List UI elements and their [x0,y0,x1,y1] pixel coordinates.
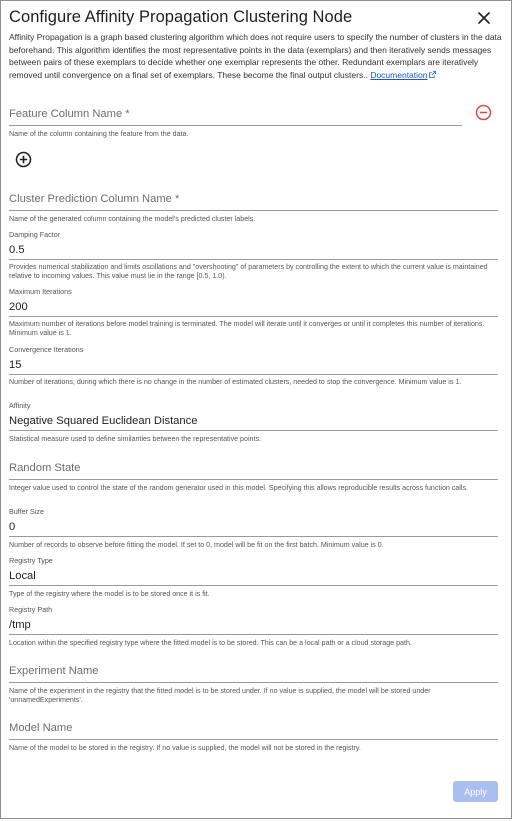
cluster-column-underline [9,210,498,211]
registry-path-help: Location within the specified registry type where the fitted model is to be stored. This can be a local path or a cloud storage path. [9,639,412,647]
registry-type-help: Type of the registry where the model is to be stored once it is fit. [9,590,210,598]
damping-factor-value: 0.5 [9,244,25,256]
remove-circle-icon [475,104,492,121]
max-iterations-label: Maximum Iterations [9,287,72,296]
convergence-iterations-value: 15 [9,359,22,371]
dialog-title: Configure Affinity Propagation Clustering Node [9,8,353,26]
documentation-link[interactable]: Documentation [370,69,428,80]
experiment-name-input[interactable] [9,665,498,683]
description-text: Affinity Propagation is a graph based clustering algorithm which does not require users to specify the number of clusters in the data beforehand. This algorithm identifies the most representative points in the data (exemplars) and then iteratively sends messages between pairs of these exemplars to decide whether one exemplar represents the other. Redundant exemplars are iteratively removed until convergence on a final set of exemplars. These become the final output clusters.. [9,32,502,80]
convergence-iterations-help: Number of iterations, during which there is no change in the number of estimated clusters, needed to stop the convergence. Minimum value is 1. [9,378,462,386]
close-icon [478,12,490,24]
buffer-size-label: Buffer Size [9,507,45,516]
buffer-size-help: Number of records to observe before fitting the model. If set to 0, model will be fit on the first batch. Minimum value is 0. [9,541,384,549]
experiment-name-underline [9,682,498,683]
external-link-icon [429,71,436,78]
remove-feature-button[interactable] [475,104,492,121]
random-state-help: Integer value used to control the state of the random generator used in this model. Specifying this allows reproducible results across function calls. [9,484,468,492]
model-name-input[interactable] [9,722,498,740]
affinity-label: Affinity [9,401,31,410]
registry-type-value: Local [9,570,36,582]
random-state-label: Random State [9,462,81,474]
affinity-select[interactable] [9,401,498,431]
model-name-help: Name of the model to be stored in the registry. If no value is supplied, the model will not be stored in the registry. [9,744,361,752]
buffer-size-input[interactable] [9,507,498,537]
close-button[interactable] [473,7,495,29]
convergence-iterations-underline [9,374,498,375]
convergence-iterations-input[interactable] [9,345,498,375]
affinity-underline [9,430,498,431]
registry-path-label: Registry Path [9,605,53,614]
cluster-column-label: Cluster Prediction Column Name * [9,193,180,205]
model-name-underline [9,739,498,740]
random-state-input[interactable] [9,462,498,480]
damping-factor-label: Damping Factor [9,230,61,239]
max-iterations-help: Maximum number of iterations before model training is terminated. The model will iterate until it converges or until it completes this number of iterations. Minimum value is 1. [9,320,485,337]
damping-factor-help: Provides numerical stabilization and limits oscillations and "overshooting" of parameters by controlling the extent to which the current value is maintained relative to incoming values. This value must lie in the range [0.5, 1.0). [9,263,488,280]
buffer-size-value: 0 [9,521,16,533]
feature-column-input[interactable] [9,108,462,126]
feature-column-help: Name of the column containing the feature from the data. [9,130,189,138]
registry-path-underline [9,634,498,635]
cluster-column-help: Name of the generated column containing the model's predicted cluster labels. [9,215,256,223]
add-circle-icon [15,151,32,168]
registry-type-label: Registry Type [9,556,53,565]
damping-factor-underline [9,259,498,260]
registry-path-value: /tmp [9,619,31,631]
apply-button[interactable]: Apply [453,781,498,802]
registry-path-input[interactable] [9,605,498,635]
convergence-iterations-label: Convergence Iterations [9,345,84,354]
max-iterations-underline [9,316,498,317]
experiment-name-label: Experiment Name [9,665,99,677]
model-name-label: Model Name [9,722,73,734]
registry-type-select[interactable] [9,556,498,586]
cluster-column-input[interactable] [9,193,498,211]
registry-type-underline [9,585,498,586]
dialog-description [9,31,503,81]
max-iterations-value: 200 [9,301,28,313]
max-iterations-input[interactable] [9,287,498,317]
buffer-size-underline [9,536,498,537]
random-state-underline [9,479,498,480]
damping-factor-input[interactable] [9,230,498,260]
affinity-value: Negative Squared Euclidean Distance [9,415,198,427]
experiment-name-help: Name of the experiment in the registry that the fitted model is to be stored under. If no value is supplied, the model will be stored under 'unnamedExperiments'. [9,687,431,704]
affinity-help: Statistical measure used to define similarities between the representative points. [9,435,261,443]
feature-column-underline [9,125,462,126]
add-feature-button[interactable] [15,151,32,168]
feature-column-label: Feature Column Name * [9,108,130,120]
